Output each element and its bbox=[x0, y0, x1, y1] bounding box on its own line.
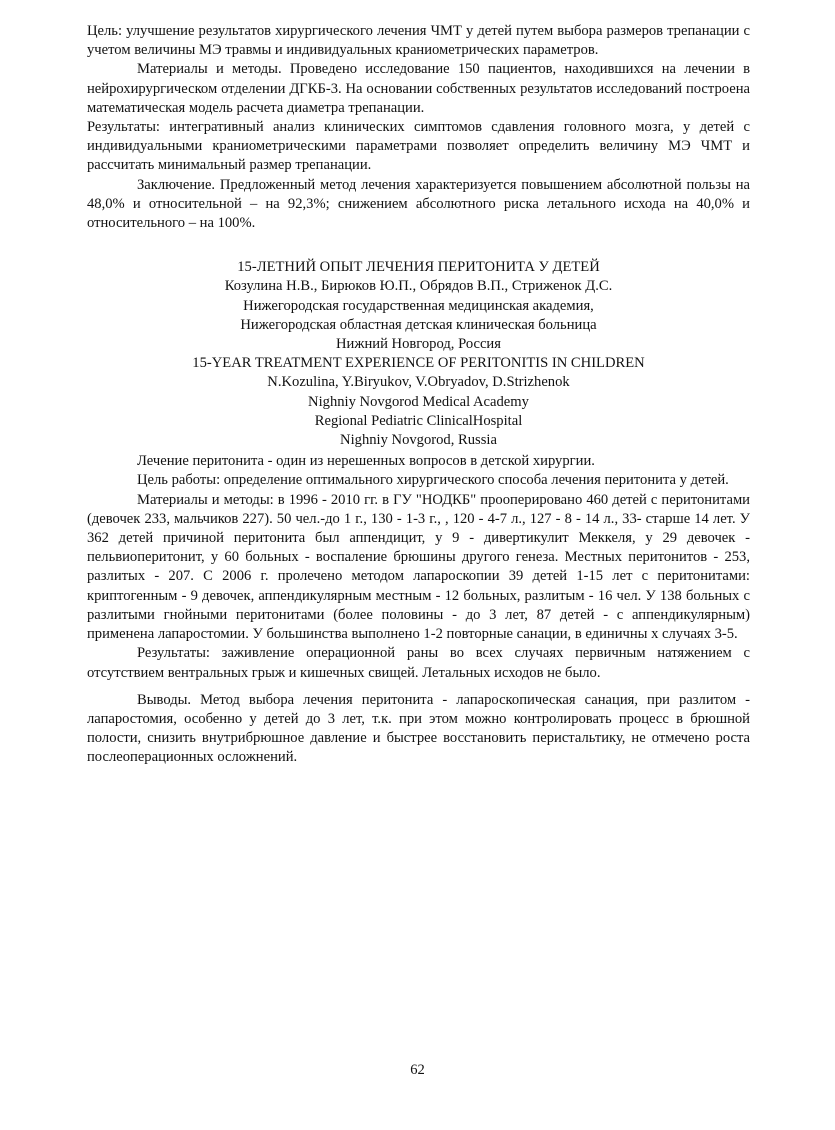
intro-conclusion-paragraph: Заключение. Предложенный метод лечения характеризуется повышением абсолютной пользы на 48,0% и относительной – на 92,3%; снижением абсолютного риска летального исхода на 40,0% и относительного – на 100%. bbox=[87, 176, 750, 232]
intro-results-paragraph: Результаты: интегративный анализ клинических симптомов сдавления головного мозга, у детей с индивидуальными краниометрическими параметрами позволяет определить величину МЭ ЧМТ и рассчитать минимальный размер трепанации. bbox=[87, 119, 750, 174]
article-paragraph-goal: Цель работы: определение оптимального хирургического способа лечения перитонита у детей. bbox=[137, 472, 729, 489]
article-city-en: Nighniy Novgorod, Russia bbox=[340, 432, 497, 449]
article-authors-en: N.Kozulina, Y.Biryukov, V.Obryadov, D.Strizhenok bbox=[267, 374, 570, 391]
article-city-ru: Нижний Новгород, Россия bbox=[336, 336, 501, 353]
article-paragraph-materials: Материалы и методы: в 1996 - 2010 гг. в ГУ "НОДКБ" прооперировано 460 детей с перитонитами (девочек 233, мальчиков 227). 50 чел.-до 1 г., 130 - 1-3 г., , 120 - 4-7 л., 127 - 8 - 14 л., 33- старше 14 лет. У 362 детей причиной перитонита был аппендицит, у 9 - дивертикулит Меккеля, у 29 девочек - пельвиоперитонит, у 60 больных - воспаление брюшины другого генеза. Местных перитонитов - 253, разлитых - 207. С 2006 г. пролечено методом лапароскопии 39 детей 1-15 лет с перитонитами: криптогенным - 9 девочек, аппендикулярным местным - 12 больных, разлитым - 16 чел. У 138 больных с разлитыми гнойными перитонитами (более половины - до 3 лет, 87 детей - с аппендикулярным) применена лапаростомии. У большинства выполнено 1-2 повторные санации, в единичны х случаях 3-5. bbox=[87, 491, 750, 643]
article-header bbox=[87, 258, 750, 450]
article-title-ru: 15-ЛЕТНИЙ ОПЫТ ЛЕЧЕНИЯ ПЕРИТОНИТА У ДЕТЕЙ bbox=[237, 259, 600, 276]
article-authors-ru: Козулина Н.В., Бирюков Ю.П., Обрядов В.П., Стриженок Д.С. bbox=[224, 278, 613, 295]
page-number: 62 bbox=[410, 1062, 425, 1078]
intro-goal-paragraph: Цель: улучшение результатов хирургического лечения ЧМТ у детей путем выбора размеров трепанации с учетом величины МЭ травмы и индивидуальных краниометрических параметров. bbox=[87, 23, 750, 59]
article-affiliation-en-1: Nighniy Novgorod Medical Academy bbox=[308, 393, 529, 410]
intro-materials-paragraph: Материалы и методы. Проведено исследование 150 пациентов, находившихся на лечении в нейрохирургическом отделении ДГКБ-3. На основании собственных результатов исследований построена математическая модель расчета диаметра трепанации. bbox=[87, 61, 750, 116]
article-affiliation-en-2: Regional Pediatric ClinicalHospital bbox=[314, 412, 523, 429]
article-paragraph-results: Результаты: заживление операционной раны во всех случаях первичным натяжением с отсутствием вентральных грыж и кишечных свищей. Летальных исходов не было. bbox=[87, 645, 750, 681]
document-page bbox=[87, 22, 750, 768]
article-affiliation-ru-2: Нижегородская областная детская клиническая больница bbox=[240, 316, 597, 333]
article-paragraph-1: Лечение перитонита - один из нерешенных вопросов в детской хирургии. bbox=[137, 453, 595, 470]
article-affiliation-ru-1: Нижегородская государственная медицинская академия, bbox=[243, 297, 594, 314]
article-paragraph-conclusions: Выводы. Метод выбора лечения перитонита - лапароскопическая санация, при разлитом - лапаростомия, особенно у детей до 3 лет, т.к. при этом можно контролировать процесс в брюшной полости, снизить внутрибрюшное давление и быстрее восстановить перистальтику, не отмечено роста послеоперационных осложнений. bbox=[87, 691, 750, 766]
article-title-en: 15-YEAR TREATMENT EXPERIENCE OF PERITONITIS IN CHILDREN bbox=[192, 355, 645, 372]
